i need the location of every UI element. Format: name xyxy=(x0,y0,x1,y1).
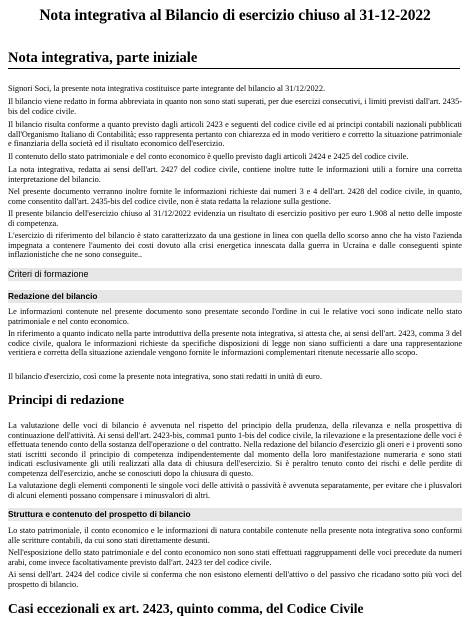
redazione-paragraph-2: In riferimento a quanto indicato nella parte introduttiva della presente nota integrativa, si attesta che, ai sensi dell'art. 2423, comma 3 del codice civile, qualora le informazioni richieste da specifiche disposizioni di legge non siano sufficienti a dare una rappresentazione veritiera e corretta della situazione aziendale vengono fornite le informazioni complementari ritenute necessarie allo scopo. xyxy=(8,329,462,358)
intro-paragraph-1: Signori Soci, la presente nota integrativa costituisce parte integrante del bilancio al 31/12/2022. xyxy=(8,84,326,93)
redazione-del-bilancio-heading: Redazione del bilancio xyxy=(8,290,462,303)
struttura-paragraph-2: Nell'esposizione dello stato patrimoniale e del conto economico non sono stati effettuati raggruppamenti delle voci precedute da numeri arabi, come invece facoltativamente previsto dall'art. 2423 ter del codice civile. xyxy=(8,548,462,567)
intro-paragraph-7: Il presente bilancio dell'esercizio chiuso al 31/12/2022 evidenzia un risultato di esercizio positivo per euro 1.908 al netto delle imposte di competenza. xyxy=(8,209,462,228)
redazione-paragraph-3: Il bilancio d'esercizio, così come la presente nota integrativa, sono stati redatti in unità di euro. xyxy=(8,372,322,381)
intro-paragraph-2: Il bilancio viene redatto in forma abbreviata in quanto non sono stati superati, per due esercizi consecutivi, i limiti previsti dall'art. 2435-bis del codice civile. xyxy=(8,97,462,116)
redazione-paragraph-1: Le informazioni contenute nel presente documento sono presentate secondo l'ordine in cui le relative voci sono indicate nello stato patrimoniale e nel conto economico. xyxy=(8,307,462,326)
principi-paragraph-2: La valutazione degli elementi componenti le singole voci delle attività o passività è avvenuta separatamente, per evitare che i plusvalori di alcuni elementi possano compensare i minusvalori di altri. xyxy=(8,481,462,500)
intro-paragraph-4: Il contenuto dello stato patrimoniale e del conto economico è quello previsto dagli articoli 2424 e 2425 del codice civile. xyxy=(8,152,409,161)
struttura-paragraph-1: Lo stato patrimoniale, il conto economico e le informazioni di natura contabile contenute nella presente nota integrativa sono conformi alle scritture contabili, da cui sono stati direttamente desunti. xyxy=(8,526,462,545)
intro-paragraph-5: La nota integrativa, redatta ai sensi dell'art. 2427 del codice civile, contiene inoltre tutte le informazioni utili a fornire una corretta interpretazione del bilancio. xyxy=(8,165,462,184)
document-title: Nota integrativa al Bilancio di esercizio chiuso al 31-12-2022 xyxy=(39,7,431,24)
criteri-di-formazione-heading: Criteri di formazione xyxy=(8,268,462,281)
principi-paragraph-1: La valutazione delle voci di bilancio è avvenuta nel rispetto del principio della prudenza, della rilevanza e nella prospettiva di continuazione dell'attività. Ai sensi dell'art. 2423-bis, comma1 punto 1-bis del codice civile, la rilevazione e la presentazione delle voci è effettuata tenendo conto della sostanza dell'operazione o del contratto. Nella redazione del bilancio d'esercizio gli oneri e i proventi sono stati iscritti secondo il principio di competenza indipendentemente dal momento della loro manifestazione numeraria e sono stati indicati esclusivamente gli utili realizzati alla data di chiusura dell'esercizio. Si è peraltro tenuto conto dei rischi e delle perdite di competenza dell'esercizio, anche se conosciuti dopo la chiusura di questo. xyxy=(8,421,462,478)
principi-di-redazione-heading: Principi di redazione xyxy=(8,392,125,407)
struttura-paragraph-3: Ai sensi dell'art. 2424 del codice civile si conferma che non esistono elementi dell'attivo o del passivo che ricadano sotto più voci del prospetto di bilancio. xyxy=(8,570,462,589)
section-title: Nota integrativa, parte iniziale xyxy=(8,50,460,69)
casi-eccezionali-heading: Casi eccezionali ex art. 2423, quinto comma, del Codice Civile xyxy=(8,601,364,616)
intro-paragraph-3: Il bilancio risulta conforme a quanto previsto dagli articoli 2423 e seguenti del codice civile ed ai principi contabili nazionali pubblicati dall'Organismo Italiano di Contabilità; esso rappresenta pertanto con chiarezza ed in modo veritiero e corretto la situazione patrimoniale e finanziaria della società ed il risultato economico dell'esercizio. xyxy=(8,120,462,149)
intro-paragraph-6: Nel presente documento verranno inoltre fornite le informazioni richieste dai numeri 3 e 4 dell'art. 2428 del codice civile, in quanto, come consentito dall'art. 2435-bis del codice civile, non è stata redatta la relazione sulla gestione. xyxy=(8,187,462,206)
intro-paragraph-8: L'esercizio di riferimento del bilancio è stato caratterizzato da una gestione in linea con quella dello scorso anno che ha visto l'azienda impegnata a contenere l'aumento dei costi dovuto alla crisi energetica innescata dalla guerra in Ucraina e dalle conseguenti spinte inflazionistiche che ne sono conseguite.. xyxy=(8,231,462,260)
struttura-e-contenuto-heading: Struttura e contenuto del prospetto di bilancio xyxy=(8,508,462,521)
